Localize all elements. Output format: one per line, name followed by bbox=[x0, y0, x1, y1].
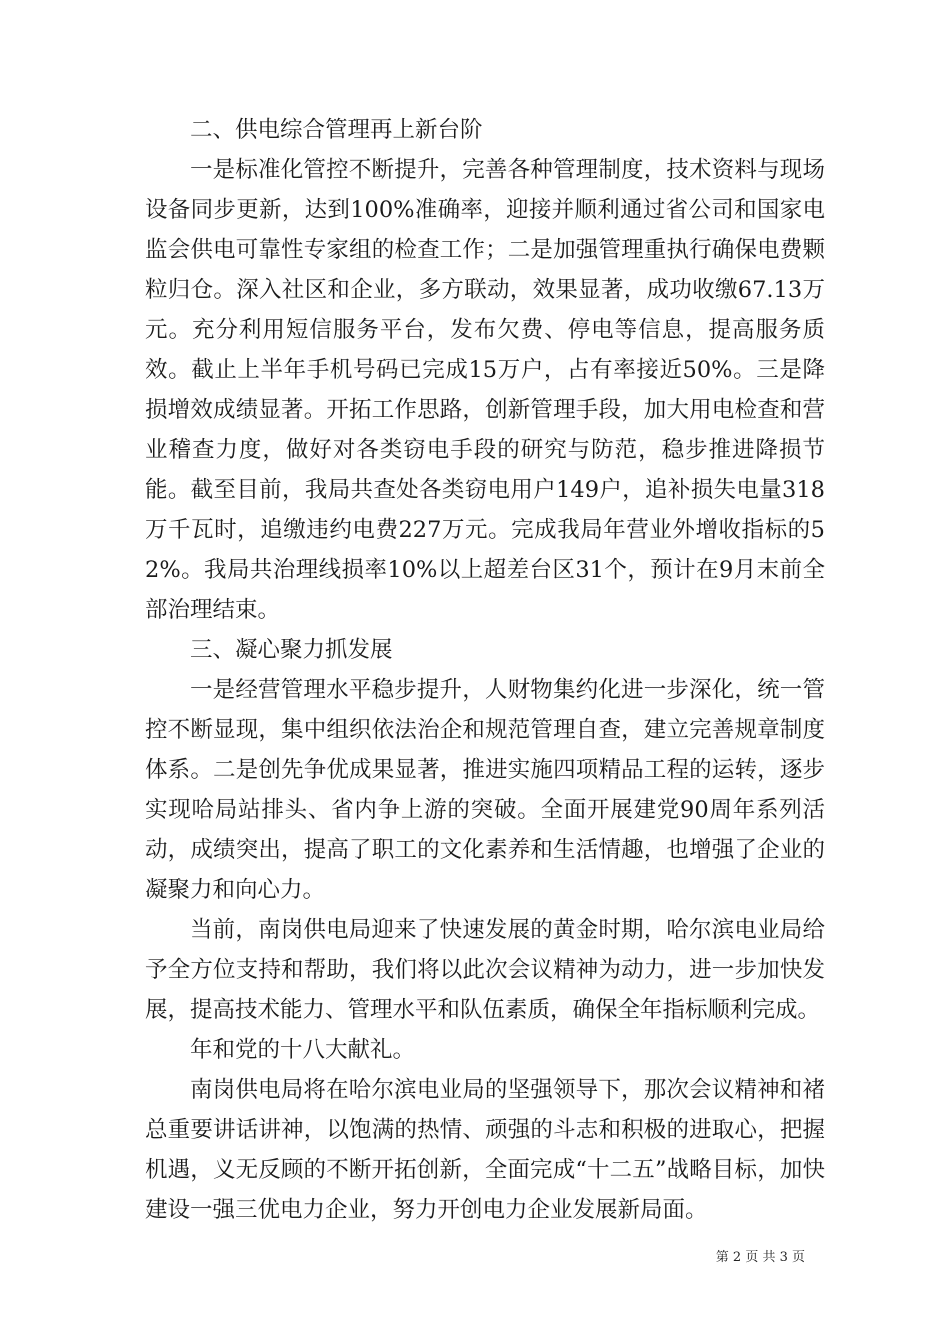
section-heading-2: 二、供电综合管理再上新台阶 bbox=[190, 117, 483, 143]
section-heading-3: 三、凝心聚力抓发展 bbox=[190, 637, 393, 663]
paragraph: 年和党的十八大献礼。 bbox=[190, 1037, 416, 1063]
paragraph: 南岗供电局将在哈尔滨电业局的坚强领导下，那次会议精神和褚总重要讲话讲神，以饱满的热情、顽强的斗志和积极的进取心，把握机遇，义无反顾的不断开拓创新，全面完成“十二五”战略目标，加快建设一强三优电力企业，努力开创电力企业发展新局面。 bbox=[145, 1077, 825, 1223]
paragraph: 一是经营管理水平稳步提升，人财物集约化进一步深化，统一管控不断显现，集中组织依法治企和规范管理自查，建立完善规章制度体系。二是创先争优成果显著，推进实施四项精品工程的运转，逐步实现哈局站排头、省内争上游的突破。全面开展建党90周年系列活动，成绩突出，提高了职工的文化素养和生活情趣，也增强了企业的凝聚力和向心力。 bbox=[145, 677, 825, 903]
page-number-footer: 第 2 页 共 3 页 bbox=[715, 1250, 805, 1265]
paragraph: 一是标准化管控不断提升，完善各种管理制度，技术资料与现场设备同步更新，达到100%准确率，迎接并顺利通过省公司和国家电监会供电可靠性专家组的检查工作；二是加强管理重执行确保电费颗粒归仓。深入社区和企业，多方联动，效果显著，成功收缴67.13万元。充分利用短信服务平台，发布欠费、停电等信息，提高服务质效。截止上半年手机号码已完成15万户，占有率接近50%。三是降损增效成绩显著。开拓工作思路，创新管理手段，加大用电检查和营业稽查力度，做好对各类窃电手段的研究与防范，稳步推进降损节能。截至目前，我局共查处各类窃电用户149户，追补损失电量318万千瓦时，追缴违约电费227万元。完成我局年营业外增收指标的52%。我局共治理线损率10%以上超差台区31个，预计在9月末前全部治理结束。 bbox=[145, 157, 825, 623]
document-body bbox=[145, 110, 825, 1230]
paragraph: 当前，南岗供电局迎来了快速发展的黄金时期，哈尔滨电业局给予全方位支持和帮助，我们将以此次会议精神为动力，进一步加快发展，提高技术能力、管理水平和队伍素质，确保全年指标顺利完成。 bbox=[145, 917, 825, 1023]
